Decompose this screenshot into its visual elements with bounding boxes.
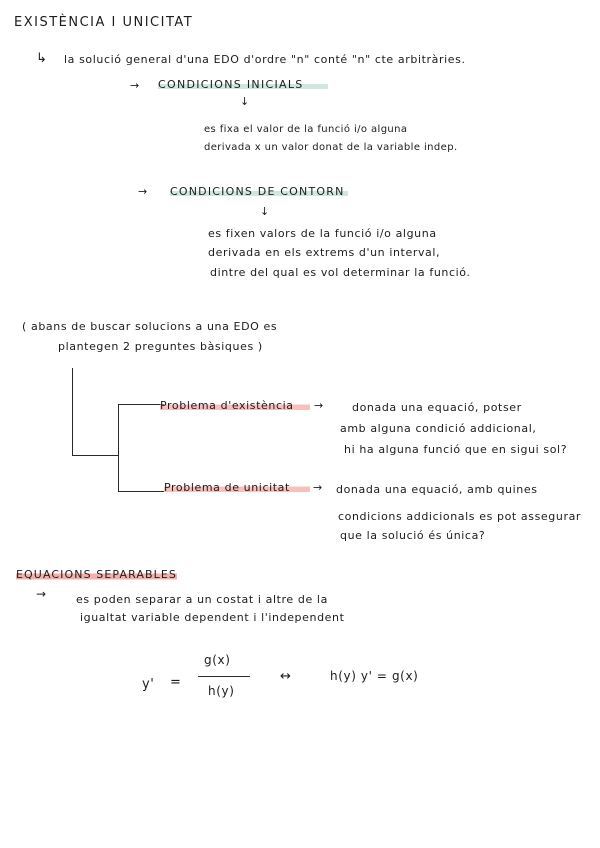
formula-rhs: h(y) y' = g(x) [330, 669, 419, 683]
page-title: EXISTÈNCIA I UNICITAT [14, 15, 194, 30]
initial-desc-line1: es fixa el valor de la funció i/o alguna [204, 124, 408, 135]
fraction-bar [198, 676, 250, 677]
intro-text: la solució general d'una EDO d'ordre "n" conté "n" cte arbitràries. [64, 53, 466, 66]
uniqueness-arrow-icon: → [313, 481, 323, 494]
questions-line1: ( abans de buscar solucions a una EDO es [22, 320, 278, 333]
initial-down-arrow-icon: ↓ [240, 95, 250, 108]
intro-arrow-icon: ↳ [36, 51, 48, 66]
boundary-desc-line3: dintre del qual es vol determinar la funció. [210, 266, 471, 279]
separable-equations-title: EQUACIONS SEPARABLES [16, 568, 177, 581]
boundary-down-arrow-icon: ↓ [260, 205, 270, 218]
formula-denominator: h(y) [208, 684, 235, 698]
tree-fork-line [118, 404, 119, 492]
tree-existence-line [118, 404, 164, 405]
initial-arrow-icon: → [130, 79, 140, 92]
boundary-conditions-label: CONDICIONS DE CONTORN [170, 186, 348, 197]
separable-desc-line2: igualtat variable dependent i l'independent [80, 611, 345, 624]
boundary-arrow-icon: → [138, 185, 148, 198]
uniqueness-desc-line1: donada una equació, amb quines [336, 483, 538, 496]
initial-conditions-label: CONDICIONS INICIALS [158, 79, 328, 90]
formula-equals: = [170, 675, 182, 690]
tree-uniqueness-line [118, 491, 166, 492]
existence-arrow-icon: → [314, 399, 324, 412]
existence-desc-line2: amb alguna condició addicional, [340, 422, 537, 435]
uniqueness-problem-label: Problema de unicitat [164, 482, 310, 493]
iff-arrow-icon: ↔ [280, 669, 292, 684]
existence-desc-line3: hi ha alguna funció que en sigui sol? [344, 443, 568, 456]
boundary-desc-line2: derivada en els extrems d'un interval, [208, 246, 441, 259]
separable-desc-line1: es poden separar a un costat i altre de la [76, 593, 328, 606]
uniqueness-desc-line3: que la solució és única? [340, 529, 486, 542]
tree-trunk-line [72, 368, 73, 456]
separable-arrow-icon: → [36, 587, 47, 601]
existence-desc-line1: donada una equació, potser [352, 401, 522, 414]
questions-line2: plantegen 2 preguntes bàsiques ) [58, 340, 263, 353]
boundary-desc-line1: es fixen valors de la funció i/o alguna [208, 227, 437, 240]
existence-problem-label: Problema d'existència [160, 400, 310, 411]
uniqueness-desc-line2: condicions addicionals es pot assegurar [338, 510, 582, 523]
tree-branch-line [72, 455, 118, 456]
initial-desc-line2: derivada x un valor donat de la variable indep. [204, 142, 458, 153]
formula-numerator: g(x) [204, 653, 231, 667]
formula-lhs: y' [142, 677, 155, 692]
